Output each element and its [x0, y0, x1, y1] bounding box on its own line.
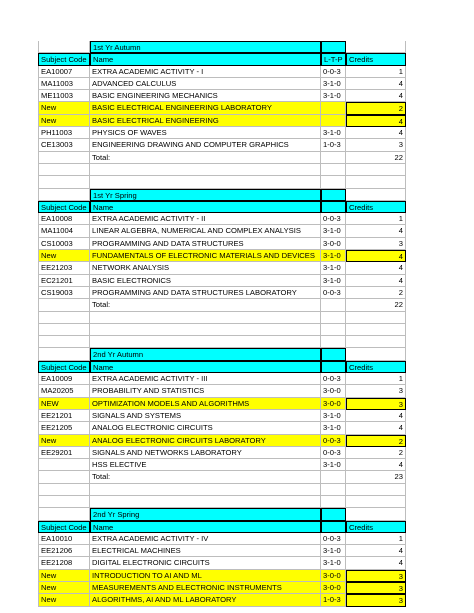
table-row [38, 410, 406, 422]
table-row [38, 115, 406, 127]
cell-empty[interactable] [346, 189, 406, 201]
cell-empty[interactable] [38, 152, 90, 164]
cell-ltp[interactable]: 3-1-0 [321, 557, 346, 569]
cell-course-name[interactable]: EXTRA ACADEMIC ACTIVITY - I [90, 66, 321, 78]
column-header-row [38, 521, 406, 533]
cell-empty[interactable] [321, 471, 346, 483]
cell-credits[interactable]: 4 [346, 459, 406, 471]
table-row [38, 250, 406, 262]
cell-subject-code[interactable]: New [38, 102, 90, 114]
cell-ltp[interactable]: 3-0-0 [321, 398, 346, 410]
cell-subject-code[interactable]: EE21206 [38, 545, 90, 557]
cell-course-name[interactable]: NETWORK ANALYSIS [90, 262, 321, 274]
cell-credits[interactable]: 3 [346, 594, 406, 606]
cell-credits[interactable]: 1 [346, 533, 406, 545]
cell-empty[interactable] [38, 176, 90, 188]
cell-credits[interactable]: 1 [346, 373, 406, 385]
cell-subject-code[interactable]: EE29201 [38, 447, 90, 459]
cell-subject-code[interactable]: New [38, 250, 90, 262]
cell-ltp[interactable]: 3-1-0 [321, 459, 346, 471]
cell-credits[interactable]: 2 [346, 435, 406, 447]
cell-subject-code[interactable]: New [38, 115, 90, 127]
cell-subject-code[interactable]: ME11003 [38, 90, 90, 102]
table-row [38, 570, 406, 582]
cell-empty[interactable] [321, 299, 346, 311]
cell-empty[interactable] [321, 312, 346, 324]
cell-credits[interactable]: 3 [346, 398, 406, 410]
cell-course-name[interactable]: MEASUREMENTS AND ELECTRONIC INSTRUMENTS [90, 582, 321, 594]
cell-empty[interactable] [321, 484, 346, 496]
column-header-row [38, 201, 406, 213]
header-credits[interactable]: Credits [346, 201, 406, 213]
table-row [38, 127, 406, 139]
cell-empty[interactable] [38, 508, 90, 520]
cell-credits[interactable]: 1 [346, 66, 406, 78]
cell-credits[interactable]: 4 [346, 78, 406, 90]
cell-empty[interactable] [346, 484, 406, 496]
cell-empty[interactable] [321, 176, 346, 188]
cell-credits[interactable]: 3 [346, 139, 406, 151]
cell-subject-code[interactable]: New [38, 582, 90, 594]
spacer-row [38, 312, 406, 324]
cell-subject-code[interactable]: EA10009 [38, 373, 90, 385]
spacer-row [38, 164, 406, 176]
cell-subject-code[interactable]: PH11003 [38, 127, 90, 139]
table-row [38, 545, 406, 557]
cell-empty[interactable] [90, 496, 321, 508]
header-ltp[interactable] [321, 361, 346, 373]
table-row [38, 139, 406, 151]
cell-ltp[interactable]: 3-1-0 [321, 410, 346, 422]
cell-empty[interactable] [346, 508, 406, 520]
total-row [38, 299, 406, 311]
cell-subject-code[interactable]: New [38, 435, 90, 447]
table-row [38, 582, 406, 594]
cell-course-name[interactable]: EXTRA ACADEMIC ACTIVITY - IV [90, 533, 321, 545]
header-name[interactable]: Name [90, 521, 321, 533]
table-row [38, 66, 406, 78]
header-subject-code[interactable]: Subject Code [38, 361, 90, 373]
cell-course-name[interactable]: PROGRAMMING AND DATA STRUCTURES [90, 238, 321, 250]
total-label[interactable]: Total: [90, 152, 321, 164]
cell-ltp[interactable]: 3-1-0 [321, 78, 346, 90]
cell-empty[interactable] [38, 299, 90, 311]
cell-course-name[interactable]: SIGNALS AND NETWORKS LABORATORY [90, 447, 321, 459]
section-title-row [38, 41, 406, 53]
cell-subject-code[interactable]: NEW [38, 398, 90, 410]
cell-credits[interactable]: 2 [346, 447, 406, 459]
total-value[interactable]: 23 [346, 471, 406, 483]
table-row [38, 533, 406, 545]
section-title-row [38, 348, 406, 360]
table-row [38, 398, 406, 410]
cell-empty[interactable] [38, 484, 90, 496]
cell-ltp[interactable]: 0-0-3 [321, 533, 346, 545]
cell-ltp[interactable] [321, 115, 346, 127]
cell-empty[interactable] [38, 336, 90, 348]
cell-subject-code[interactable]: CE13003 [38, 139, 90, 151]
header-subject-code[interactable]: Subject Code [38, 53, 90, 65]
header-ltp[interactable] [321, 201, 346, 213]
header-credits[interactable]: Credits [346, 521, 406, 533]
cell-empty[interactable] [346, 496, 406, 508]
cell-course-name[interactable]: ENGINEERING DRAWING AND COMPUTER GRAPHICS [90, 139, 321, 151]
total-value[interactable]: 22 [346, 299, 406, 311]
cell-ltp[interactable]: 0-0-3 [321, 287, 346, 299]
cell-subject-code[interactable]: EA10007 [38, 66, 90, 78]
total-label[interactable]: Total: [90, 471, 321, 483]
table-row [38, 262, 406, 274]
cell-ltp[interactable]: 1-0-3 [321, 139, 346, 151]
cell-course-name[interactable]: HSS ELECTIVE [90, 459, 321, 471]
table-row [38, 422, 406, 434]
section-title[interactable]: 1st Yr Autumn [90, 41, 321, 53]
cell-subject-code[interactable]: EE21205 [38, 422, 90, 434]
ltp-header-fill[interactable] [321, 348, 346, 360]
cell-empty[interactable] [38, 41, 90, 53]
header-ltp[interactable]: L-T-P [321, 53, 346, 65]
cell-ltp[interactable]: 3-0-0 [321, 238, 346, 250]
cell-course-name[interactable]: BASIC ENGINEERING MECHANICS [90, 90, 321, 102]
cell-empty[interactable] [346, 164, 406, 176]
section-title[interactable]: 2nd Yr Autumn [90, 348, 321, 360]
header-name[interactable]: Name [90, 201, 321, 213]
spacer-row [38, 496, 406, 508]
cell-credits[interactable]: 4 [346, 250, 406, 262]
section-title[interactable]: 2nd Yr Spring [90, 508, 321, 520]
cell-course-name[interactable]: FUNDAMENTALS OF ELECTRONIC MATERIALS AND DEVICES [90, 250, 321, 262]
table-row [38, 287, 406, 299]
cell-ltp[interactable] [321, 102, 346, 114]
cell-course-name[interactable]: DIGITAL ELECTRONIC CIRCUITS [90, 557, 321, 569]
table-row [38, 275, 406, 287]
spacer-row [38, 324, 406, 336]
cell-ltp[interactable]: 3-1-0 [321, 545, 346, 557]
cell-ltp[interactable]: 3-1-0 [321, 422, 346, 434]
cell-ltp[interactable]: 3-1-0 [321, 275, 346, 287]
cell-empty[interactable] [90, 324, 321, 336]
cell-empty[interactable] [321, 152, 346, 164]
table-row [38, 213, 406, 225]
cell-subject-code[interactable]: MA20205 [38, 385, 90, 397]
table-row [38, 557, 406, 569]
cell-credits[interactable]: 4 [346, 410, 406, 422]
cell-ltp[interactable]: 1-0-3 [321, 594, 346, 606]
cell-ltp[interactable]: 3-1-0 [321, 250, 346, 262]
cell-credits[interactable]: 2 [346, 287, 406, 299]
header-name[interactable]: Name [90, 53, 321, 65]
cell-credits[interactable]: 4 [346, 545, 406, 557]
total-value[interactable]: 22 [346, 152, 406, 164]
cell-ltp[interactable]: 0-0-3 [321, 447, 346, 459]
cell-credits[interactable]: 4 [346, 557, 406, 569]
cell-credits[interactable]: 4 [346, 90, 406, 102]
cell-credits[interactable]: 3 [346, 385, 406, 397]
cell-empty[interactable] [346, 176, 406, 188]
cell-course-name[interactable]: PROBABILITY AND STATISTICS [90, 385, 321, 397]
cell-ltp[interactable]: 3-0-0 [321, 582, 346, 594]
total-label[interactable]: Total: [90, 299, 321, 311]
cell-empty[interactable] [346, 348, 406, 360]
table-row [38, 90, 406, 102]
cell-credits[interactable]: 3 [346, 238, 406, 250]
cell-credits[interactable]: 4 [346, 422, 406, 434]
ltp-header-fill[interactable] [321, 41, 346, 53]
cell-credits[interactable]: 3 [346, 582, 406, 594]
table-row [38, 385, 406, 397]
spacer-row [38, 484, 406, 496]
column-header-row [38, 361, 406, 373]
cell-course-name[interactable]: BASIC ELECTRICAL ENGINEERING [90, 115, 321, 127]
cell-empty[interactable] [90, 484, 321, 496]
header-subject-code[interactable]: Subject Code [38, 201, 90, 213]
table-row [38, 225, 406, 237]
table-row [38, 78, 406, 90]
cell-course-name[interactable]: PHYSICS OF WAVES [90, 127, 321, 139]
cell-ltp[interactable]: 3-1-0 [321, 225, 346, 237]
cell-empty[interactable] [346, 324, 406, 336]
table-row [38, 459, 406, 471]
table-row [38, 238, 406, 250]
cell-credits[interactable]: 2 [346, 102, 406, 114]
ltp-header-fill[interactable] [321, 508, 346, 520]
header-name[interactable]: Name [90, 361, 321, 373]
cell-empty[interactable] [38, 164, 90, 176]
cell-ltp[interactable]: 0-0-3 [321, 213, 346, 225]
cell-credits[interactable]: 4 [346, 115, 406, 127]
header-credits[interactable]: Credits [346, 361, 406, 373]
ltp-header-fill[interactable] [321, 189, 346, 201]
cell-empty[interactable] [38, 324, 90, 336]
cell-ltp[interactable]: 0-0-3 [321, 373, 346, 385]
cell-credits[interactable]: 3 [346, 570, 406, 582]
cell-empty[interactable] [38, 471, 90, 483]
section-title-row [38, 508, 406, 520]
table-row [38, 594, 406, 606]
cell-course-name[interactable]: ANALOG ELECTRONIC CIRCUITS LABORATORY [90, 435, 321, 447]
cell-subject-code[interactable]: EE21203 [38, 262, 90, 274]
cell-subject-code[interactable]: EE21208 [38, 557, 90, 569]
cell-ltp[interactable]: 3-1-0 [321, 127, 346, 139]
cell-subject-code[interactable]: New [38, 570, 90, 582]
cell-empty[interactable] [90, 164, 321, 176]
cell-course-name[interactable]: INTRODUCTION TO AI AND ML [90, 570, 321, 582]
spacer-row [38, 176, 406, 188]
total-row [38, 471, 406, 483]
cell-ltp[interactable]: 3-0-0 [321, 385, 346, 397]
cell-empty[interactable] [38, 496, 90, 508]
cell-credits[interactable]: 4 [346, 127, 406, 139]
cell-ltp[interactable]: 3-1-0 [321, 90, 346, 102]
cell-course-name[interactable]: OPTIMIZATION MODELS AND ALGORITHMS [90, 398, 321, 410]
cell-empty[interactable] [90, 176, 321, 188]
cell-course-name[interactable]: LINEAR ALGEBRA, NUMERICAL AND COMPLEX ANALYSIS [90, 225, 321, 237]
cell-subject-code[interactable]: New [38, 594, 90, 606]
header-subject-code[interactable]: Subject Code [38, 521, 90, 533]
cell-course-name[interactable]: BASIC ELECTRONICS [90, 275, 321, 287]
cell-empty[interactable] [90, 312, 321, 324]
cell-credits[interactable]: 1 [346, 213, 406, 225]
cell-ltp[interactable]: 0-0-3 [321, 435, 346, 447]
cell-course-name[interactable]: SIGNALS AND SYSTEMS [90, 410, 321, 422]
column-header-row [38, 53, 406, 65]
cell-course-name[interactable]: ELECTRICAL MACHINES [90, 545, 321, 557]
cell-empty[interactable] [38, 312, 90, 324]
cell-empty[interactable] [321, 324, 346, 336]
total-row [38, 152, 406, 164]
cell-course-name[interactable]: EXTRA ACADEMIC ACTIVITY - III [90, 373, 321, 385]
cell-subject-code[interactable]: MA11003 [38, 78, 90, 90]
cell-empty[interactable] [321, 164, 346, 176]
cell-ltp[interactable]: 0-0-3 [321, 66, 346, 78]
spacer-row [38, 336, 406, 348]
cell-ltp[interactable]: 3-0-0 [321, 570, 346, 582]
table-row [38, 102, 406, 114]
table-row [38, 435, 406, 447]
cell-credits[interactable]: 4 [346, 262, 406, 274]
cell-empty[interactable] [346, 41, 406, 53]
cell-subject-code[interactable]: CS19003 [38, 287, 90, 299]
cell-subject-code[interactable]: EC21201 [38, 275, 90, 287]
cell-subject-code[interactable]: MA11004 [38, 225, 90, 237]
cell-empty[interactable] [38, 348, 90, 360]
cell-empty[interactable] [346, 312, 406, 324]
table-row [38, 373, 406, 385]
cell-course-name[interactable]: ANALOG ELECTRONIC CIRCUITS [90, 422, 321, 434]
cell-empty[interactable] [321, 496, 346, 508]
header-credits[interactable]: Credits [346, 53, 406, 65]
cell-credits[interactable]: 4 [346, 225, 406, 237]
cell-empty[interactable] [90, 336, 321, 348]
header-ltp[interactable] [321, 521, 346, 533]
cell-course-name[interactable]: BASIC ELECTRICAL ENGINEERING LABORATORY [90, 102, 321, 114]
section-title[interactable]: 1st Yr Spring [90, 189, 321, 201]
cell-subject-code[interactable]: EE21201 [38, 410, 90, 422]
cell-empty[interactable] [321, 336, 346, 348]
cell-empty[interactable] [346, 336, 406, 348]
cell-subject-code[interactable]: EA10010 [38, 533, 90, 545]
cell-course-name[interactable]: ALGORITHMS, AI AND ML LABORATORY [90, 594, 321, 606]
cell-subject-code[interactable] [38, 459, 90, 471]
table-row [38, 447, 406, 459]
section-title-row [38, 189, 406, 201]
cell-course-name[interactable]: ADVANCED CALCULUS [90, 78, 321, 90]
cell-ltp[interactable]: 3-1-0 [321, 262, 346, 274]
cell-credits[interactable]: 4 [346, 275, 406, 287]
cell-course-name[interactable]: PROGRAMMING AND DATA STRUCTURES LABORATORY [90, 287, 321, 299]
cell-subject-code[interactable]: CS10003 [38, 238, 90, 250]
cell-subject-code[interactable]: EA10008 [38, 213, 90, 225]
curriculum-spreadsheet [38, 41, 406, 607]
cell-course-name[interactable]: EXTRA ACADEMIC ACTIVITY - II [90, 213, 321, 225]
cell-empty[interactable] [38, 189, 90, 201]
